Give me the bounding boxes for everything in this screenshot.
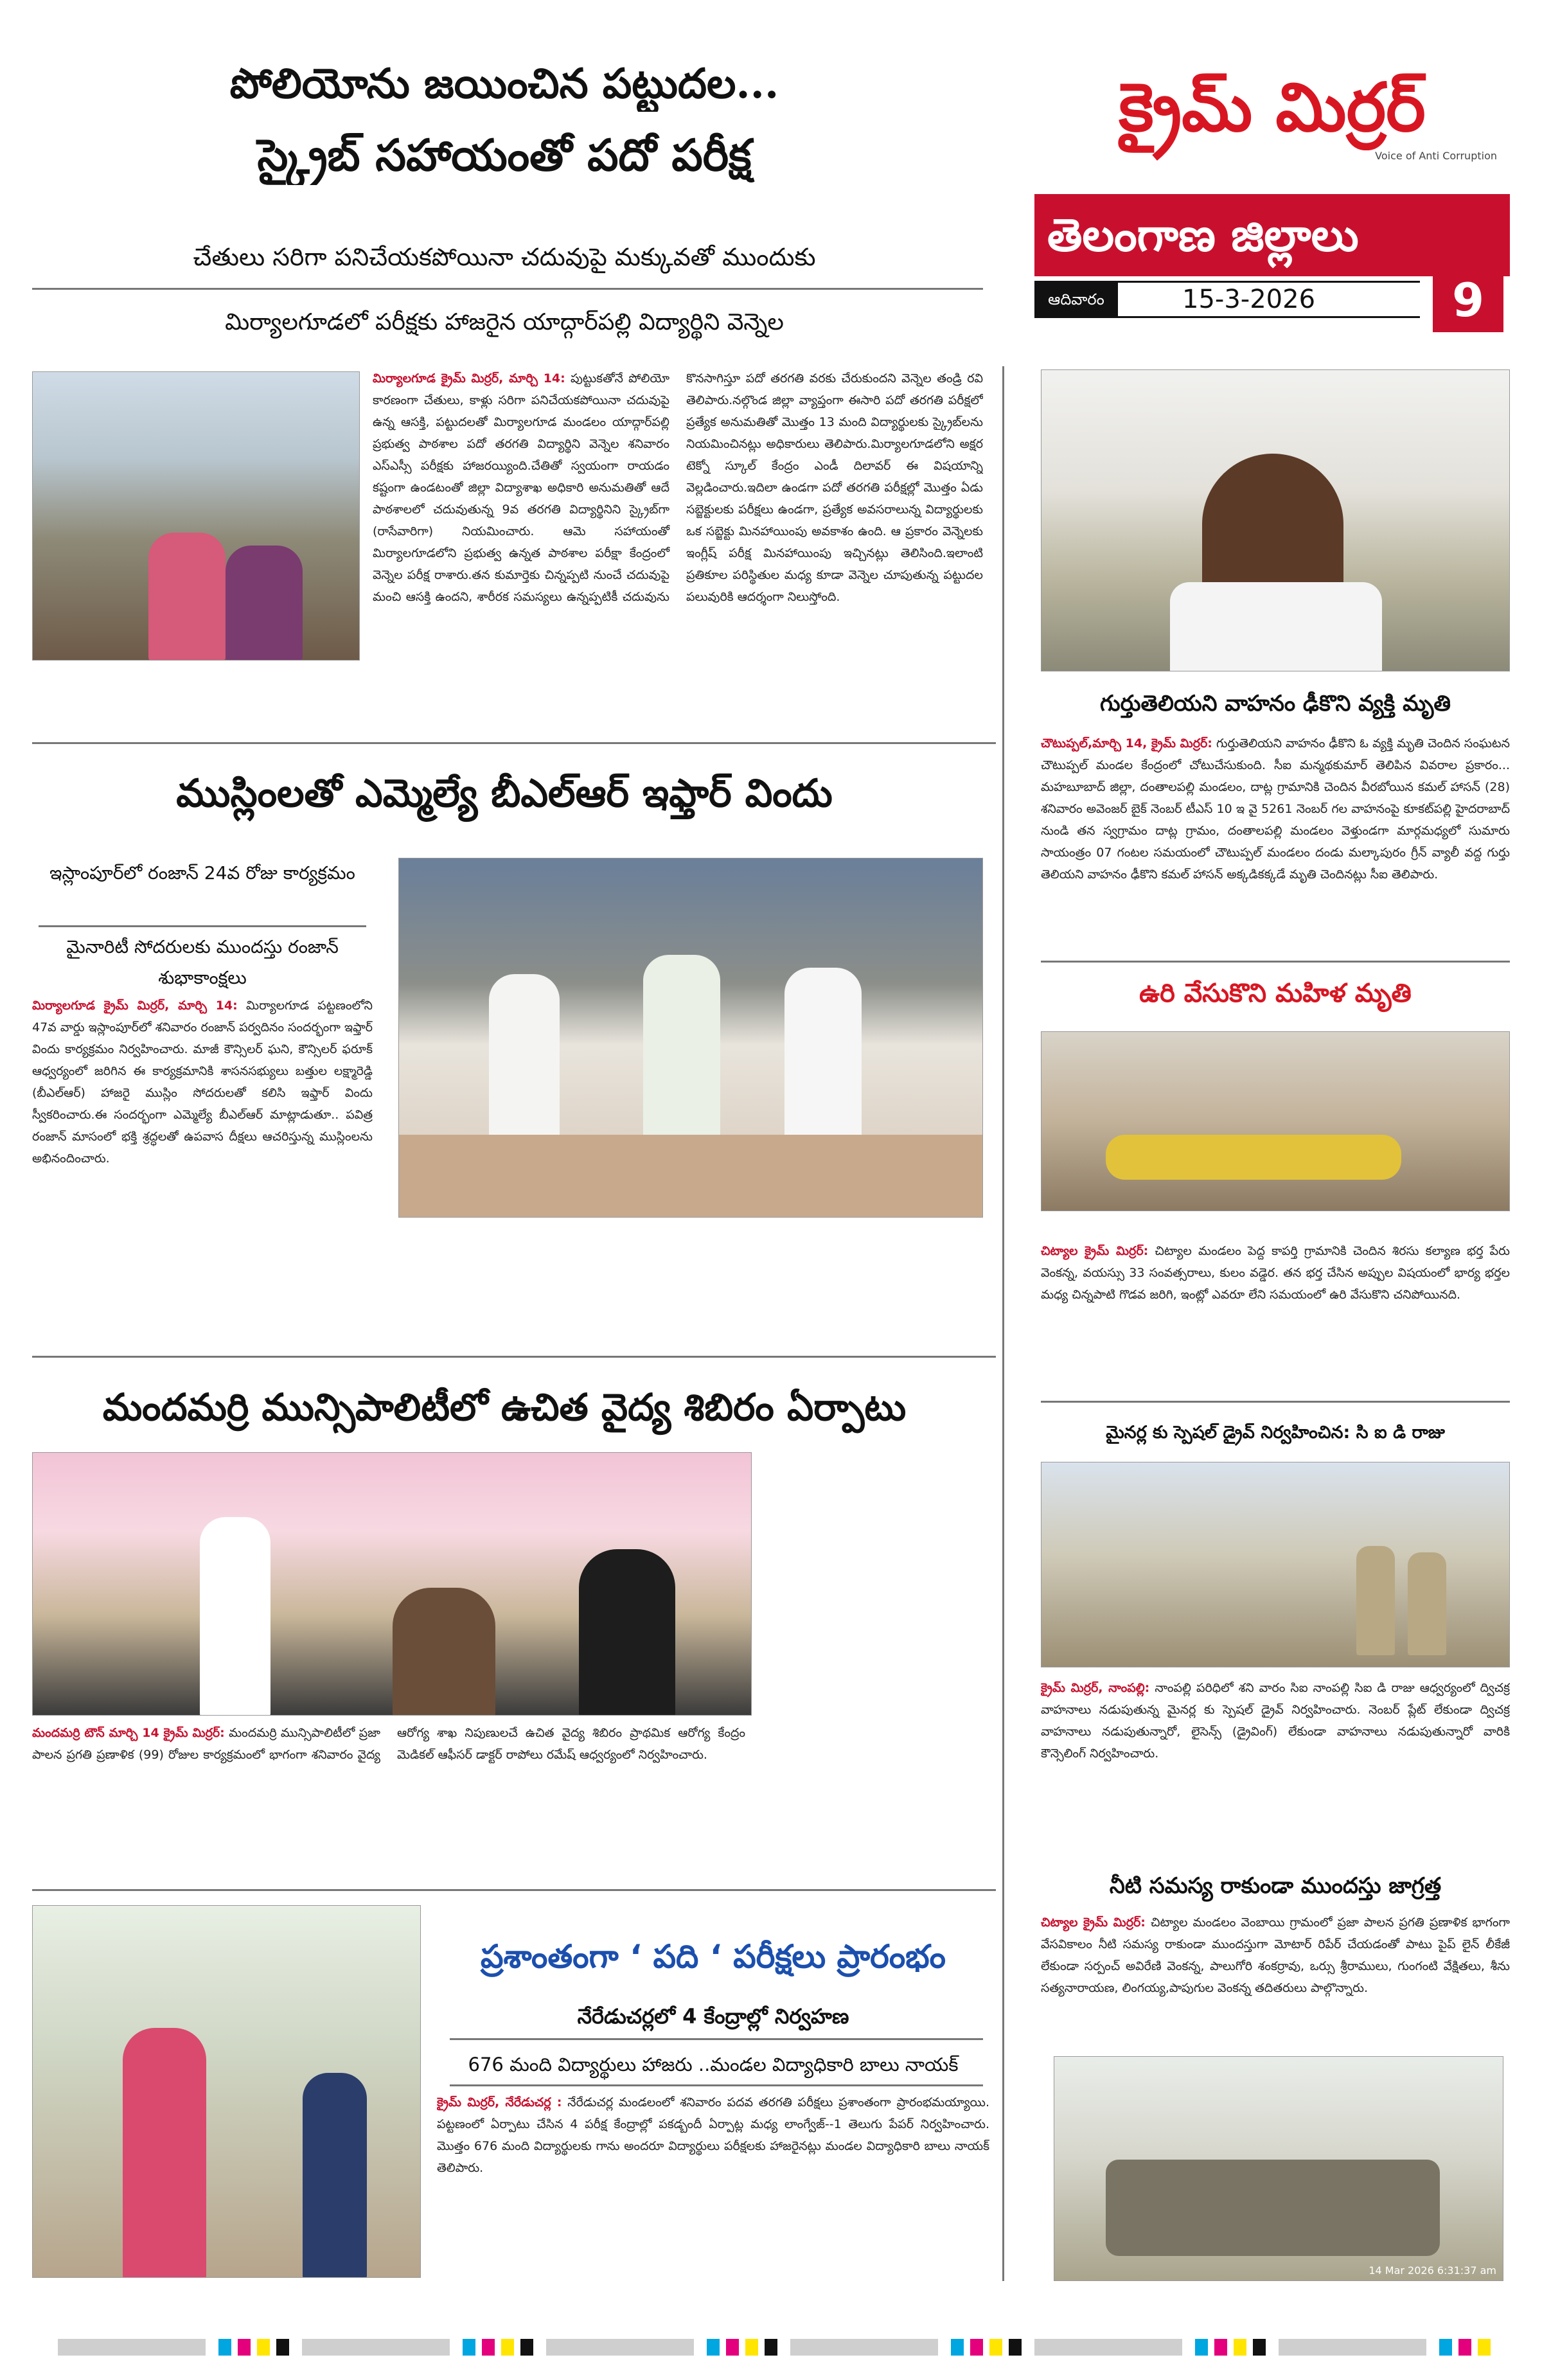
article1-sub-1: చేతులు సరిగా పనిచేయకపోయినా చదువుపై మక్కువతో ముందుకు <box>193 243 816 271</box>
article3-body: మందమర్రి టౌన్ మార్చి 14 క్రైమ్ మిర్రర్: మందమర్రి మున్సిపాలిటీలో ప్రజా పాలన ప్రగతి ప్రణాళిక (99) రోజుల కార్యక్రమంలో భాగంగా శనివారం వైద్య ఆరోగ్య శాఖ నిపుణులచే ఉచిత వైద్య శిబిరం ప్రాథమిక ఆరోగ్య కేంద్రం మెడికల్ ఆఫీసర్ డాక్టర్ రాపోలు రమేష్ ఆధ్వర్యంలో నిర్వహించారు. <box>32 1726 745 1762</box>
right1-body: చౌటుప్పల్,మార్చి 14, క్రైమ్ మిర్రర్: గుర్తుతెలియని వాహనం ఢీకొని ఓ వ్యక్తి మృతి చెందిన సంఘటన చౌటుప్పల్ మండల కేంద్రంలో చోటుచేసుకుంది. సీఐ మన్మథకుమార్ తెలిపిన వివరాల ప్రకారం... మహబూబాద్ జిల్లా, దంతాలపల్లి మండలం, దాట్ల గ్రామానికి చెందిన వీరబోయిన కమల్ హాసన్ (28) శనివారం అవెంజర్ బైక్ నెంబర్ టీఎస్ 10 ఇ వై 5261 నెంబర్ గల వాహనంపై కూకట్‌పల్లి హైదరాబాద్ నుండి తన స్వగ్రామం దాట్ల గ్రామం, దంతాలపల్లి మండలం వెళ్తుండగా మార్గమధ్యలో సుమారు సాయంత్రం 07 గంటల సమయంలో చౌటుప్పల్ మండలం దండు మల్కాపురం గ్రీన్ వ్యాలీ వద్ద గుర్తు తెలియని వాహనం ఢీకొని కమల్ హాసన్ అక్కడికక్కడే మృతి చెందినట్లు సీఐ తెలిపారు. <box>1041 736 1510 882</box>
right4-headline: నీటి సమస్య రాకుండా ముందస్తు జాగ్రత్త <box>1109 1873 1442 1899</box>
masthead-dateline <box>1034 281 1420 318</box>
page-number: 9 <box>1433 268 1503 332</box>
masthead-day: ఆదివారం <box>1034 283 1118 316</box>
article1-headline-2: స్క్రైబ్ సహాయంతో పదో పరీక్ష <box>257 130 752 181</box>
article4-headline: ప్రశాంతంగా ‘ పది ‘ పరీక్షలు ప్రారంభం <box>480 1938 946 1975</box>
article3-headline: మందమర్రి మున్సిపాలిటీలో ఉచిత వైద్య శిబిరం ఏర్పాటు <box>102 1385 907 1429</box>
photo-timestamp: 14 Mar 2026 6:31:37 am <box>1369 2264 1496 2277</box>
article2-headline: ముస్లింలతో ఎమ్మెల్యే బీఎల్ఆర్ ఇఫ్తార్ విందు <box>176 771 833 816</box>
article1-sub-2: మిర్యాలగూడలో పరీక్షకు హాజరైన యాద్గార్‌పల్లి విద్యార్థిని వెన్నెల <box>225 309 784 335</box>
article2-sub-2: మైనారిటీ సోదరులకు ముందస్తు రంజాన్ శుభాకాంక్షలు <box>66 936 339 988</box>
article4-photo <box>32 1905 421 2278</box>
right1-photo <box>1041 369 1510 671</box>
article1-body: మిర్యాలగూడ క్రైమ్ మిర్రర్, మార్చి 14: పుట్టుకతోనే పోలియో కారణంగా చేతులు, కాళ్లు సరిగా పనిచేయకపోయినా చదువుపై ఉన్న ఆసక్తి, పట్టుదలతో మిర్యాలగూడ మండలం యాద్గార్‌పల్లి ప్రభుత్వ పాఠశాల పదో తరగతి విద్యార్థిని వెన్నెల శనివారం ఎస్ఎస్సీ పరీక్షకు హాజరయ్యింది.చేతితో స్వయంగా రాయడం కష్టంగా ఉండటంతో జిల్లా విద్యాశాఖ అధికారి అనుమతితో ఆదే పాఠశాలలో చదువుతున్న 9వ తరగతి విద్యార్థినిని స్క్రైబ్‌గా (రాసేవారిగా) నియమించారు. ఆమె సహాయంతో మిర్యాలగూడలోని ప్రభుత్వ ఉన్నత పాఠశాల పరీక్షా కేంద్రంలో వెన్నెల పరీక్ష రాశారు.తన కుమార్తెకు చిన్నప్పటి నుంచే చదువుపై మంచి ఆసక్తి ఉందని, శారీరక సమస్యలు ఉన్నప్పటికీ చదువును కొనసాగిస్తూ పదో తరగతి వరకు చేరుకుందని వెన్నెల తండ్రి రవి తెలిపారు.నల్గొండ జిల్లా వ్యాప్తంగా ఈసారి పదో తరగతి పరీక్షలో ప్రత్యేక అనుమతితో మొత్తం 13 మంది విద్యార్థులకు స్క్రైబ్‌లను నియమించినట్లు అధికారులు తెలిపారు.మిర్యాలగూడలోని అక్షర టెక్నో స్కూల్ కేంద్రం ఎండీ దిలావర్ ఈ విషయాన్ని వెల్లడించారు.ఇదిలా ఉండగా పదో తరగతి పరీక్షల్లో మొత్తం ఏడు సబ్జెక్టులకు పరీక్షలు ఉండగా, ప్రత్యేక అవసరాలున్న విద్యార్థులకు ఒక సబ్జెక్టు మినహాయింపు అవకాశం ఉంది. ఆ ప్రకారం వెన్నెలకు ఇంగ్లీష్ పరీక్ష మినహాయింపు ఇచ్చినట్లు తెలిసింది.ఇలాంటి ప్రతికూల పరిస్థితుల మధ్య కూడా వెన్నెల చూపుతున్న పట్టుదల పలువురికి ఆదర్శంగా నిలుస్తోంది. <box>373 371 983 604</box>
masthead-logo: క్రైమ్ మిర్రర్ Voice of Anti Corruption <box>1119 67 1497 162</box>
right4-body: చిట్యాల క్రైమ్ మిర్రర్: చిట్యాల మండలం వెంబాయి గ్రామంలో ప్రజా పాలన ప్రగతి ప్రణాళిక భాగంగా వేసవికాలం నీటి సమస్య రాకుండా ముందస్తుగా మోటార్ రిపేర్ చేయడంతో పాటు పైప్ లైన్ లీకేజీ లేకుండా సర్పంచ్ అవిరేణి వెంకన్న, పాలుగోరి శంకర్రావు, ఒర్సు శ్రీరాములు, గుంగంటి వేక్షితలు, శీను సత్యనారాయణ, లింగయ్య,పాపుగుల వెంకన్న తదితరులు పాల్గొన్నారు. <box>1041 1915 1510 1995</box>
right2-body: చిట్యాల క్రైమ్ మిర్రర్: చిట్యాల మండలం పెద్ద కాపర్తి గ్రామానికి చెందిన శిరసు కల్యాణ భర్త పేరు వెంకన్న, వయస్సు 33 సంవత్సరాలు, కులం వడ్డెర. తన భర్త చేసిన అప్పుల విషయంలో భార్య భర్తల మధ్య చిన్నపాటి గొడవ జరిగి, ఇంట్లో ఎవరూ లేని సమయంలో ఉరి వేసుకొని చనిపోయినది. <box>1041 1244 1510 1302</box>
article1-headline-1: పోలియోను జయించిన పట్టుదల... <box>229 60 779 108</box>
right3-body: క్రైమ్ మిర్రర్, నాంపల్లి: నాంపల్లి పరిధిలో శని వారం సిఐ నాంపల్లి సిఐ డి రాజు ఆధ్వర్యంలో ద్విచక్ర వాహనాలు నడుపుతున్న మైనర్ల కు స్పెషల్ డ్రైవ్ నిర్వహించారు. నెంబర్ ప్లేట్ లేకుండా ద్విచక్ర వాహనాలు నడుపుతున్నారో, లైసెన్స్ (డ్రైవింగ్) లేకుండా వాహనాలు నడుపుతున్నారో వారికి కౌన్సెలింగ్ నిర్వహించారు. <box>1041 1681 1510 1761</box>
article4-body: క్రైమ్ మిర్రర్, నేరేడుచర్ల : నేరేడుచర్ల మండలంలో శనివారం పదవ తరగతి పరీక్షలు ప్రశాంతంగా ప్రారంభమయ్యాయి. పట్టణంలో ఏర్పాటు చేసిన 4 పరీక్ష కేంద్రాల్లో పకడ్బందీ ఏర్పాట్ల మధ్య లాంగ్వేజ్--1 తెలుగు పేపర్ నిర్వహించారు. మొత్తం 676 మంది విద్యార్థులకు గాను అందరూ విద్యార్థులు పరీక్షలకు హాజరైనట్లు మండల విద్యాధికారి బాలు నాయక్ తెలిపారు. <box>437 2095 989 2175</box>
article2-sub-1: ఇస్లాంపూర్‌లో రంజాన్ 24వ రోజు కార్యక్రమం <box>49 862 355 884</box>
article4-sub-2: 676 మంది విద్యార్థులు హాజరు ..మండల విద్యాధికారి బాలు నాయక్ <box>468 2054 959 2075</box>
right4-photo <box>1054 2056 1503 2281</box>
right3-headline: మైనర్ల కు స్పెషల్ డ్రైవ్ నిర్వహించిన: సి ఐ డి రాజు <box>1106 1423 1445 1443</box>
article3-photo <box>32 1452 752 1716</box>
masthead <box>1034 46 1510 335</box>
right2-headline: ఉరి వేసుకొని మహిళ మృతి <box>1139 979 1412 1008</box>
masthead-date: 15-3-2026 <box>1182 285 1316 314</box>
article4-sub-1: నేరేడుచర్లలో 4 కేంద్రాల్లో నిర్వహణ <box>577 2004 849 2029</box>
article2-photo <box>398 858 983 1218</box>
article2-body: మిర్యాలగూడ క్రైమ్ మిర్రర్, మార్చి 14: మిర్యాలగూడ పట్టణంలోని 47వ వార్డు ఇస్లాంపూర్‌లో శనివారం రంజాన్ పర్వదినం సందర్భంగా ఇఫ్తార్ విందు కార్యక్రమం నిర్వహించారు. మాజీ కౌన్సిలర్ ఘని, కౌన్సిలర్ ఫరూక్ ఆధ్వర్యంలో జరిగిన ఈ కార్యక్రమానికి శాసనసభ్యులు బత్తుల లక్ష్మారెడ్డి (బీఎల్ఆర్) హాజరై ముస్లిం సోదరులతో కలిసి ఇఫ్తార్ విందు స్వీకరించారు.ఈ సందర్భంగా ఎమ్మెల్యే బీఎల్ఆర్ మాట్లాడుతూ.. పవిత్ర రంజాన్ మాసంలో భక్తి శ్రద్ధలతో ఉపవాస దీక్షలు ఆచరిస్తున్న ముస్లింలను అభినందించారు. <box>32 999 373 1166</box>
article1-photo <box>32 371 360 661</box>
masthead-section-banner: తెలంగాణ జిల్లాలు <box>1034 194 1510 276</box>
right3-photo <box>1041 1462 1510 1667</box>
right1-headline: గుర్తుతెలియని వాహనం ఢీకొని వ్యక్తి మృతి <box>1100 691 1451 716</box>
right2-photo <box>1041 1031 1510 1211</box>
